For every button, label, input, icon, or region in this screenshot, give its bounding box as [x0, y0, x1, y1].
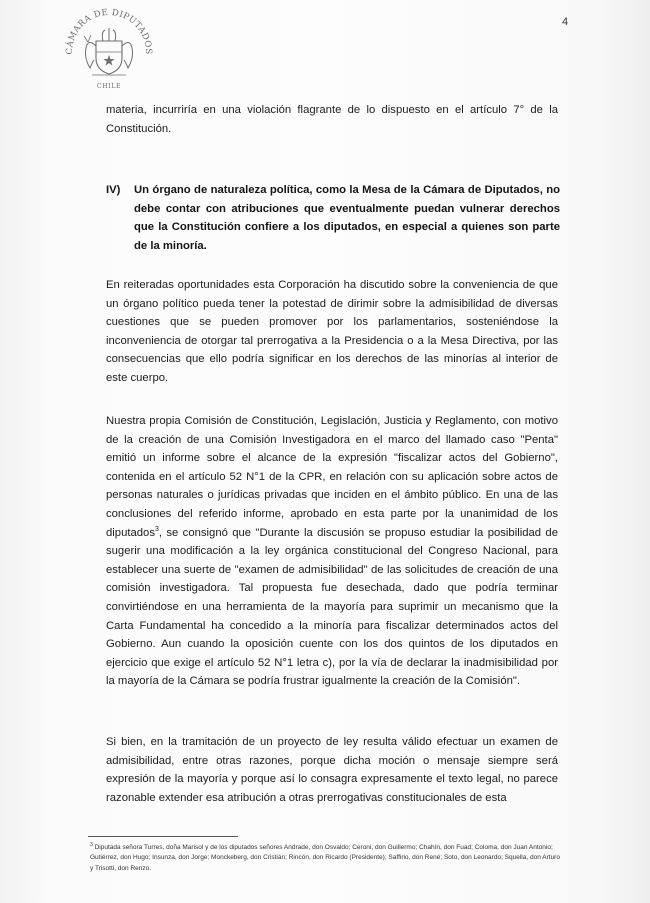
- footnote-marker: 3: [90, 842, 93, 848]
- footnote-divider: [88, 836, 238, 837]
- paragraph-2-part-a: Nuestra propia Comisión de Constitución, Legislación, Justicia y Reglamento, con motivo de la creación de una Comisión Investigadora en el marco del llamado caso "Penta" emitió un informe sobre el alcance de la expresión "fiscalizar actos del Gobierno", contenida en el artículo 52 N°1 de la CPR, en relación con su aplicación sobre actos de personas naturales o jurídicas privadas que inciden en el ámbito público. En una de las conclusiones del referido informe, aprobado en esta parte por la unanimidad de los diputados: [106, 415, 558, 539]
- paragraph-1: En reiteradas oportunidades esta Corporación ha discutido sobre la conveniencia de que un órgano político pueda tener la potestad de dirimir sobre la admisibilidad de diversas cuestiones que se pueden promover por los parlamentarios, sosteniéndose la inconveniencia de otorgar tal prerrogativa a la Presidencia o a la Mesa Directiva, por las consecuencias que ello podría significar en los derechos de las minorías al interior de este cuerpo.: [106, 279, 558, 384]
- section-heading-text: Un órgano de naturaleza política, como la Mesa de la Cámara de Diputados, no debe contar con atribuciones que eventualmente puedan vulnerar derechos que la Constitución confiere a los diputados, en especial a quienes son parte de la minoría.: [134, 184, 560, 252]
- footnote-reference[interactable]: 3: [155, 525, 159, 533]
- paragraph-2: [106, 412, 558, 691]
- page-number: 4: [562, 16, 569, 28]
- paragraph-3: Si bien, en la tramitación de un proyecto de ley resulta válido efectuar un examen de admisibilidad, entre otras razones, porque dicha moción o mensaje siempre será expresión de la mayoría y porque así lo consagra expresamente el texto legal, no parece razonable extender esa atribución a otras prerrogativas constitucionales de esta: [106, 736, 558, 804]
- svg-text:CÁMARA DE DIPUTADOS: [63, 8, 153, 55]
- footnote-text: Diputada señora Turres, doña Marisol y de los diputados señores Andrade, don Osvaldo; Ceroni, don Guillermo; Chahín, don Fuad; Coloma, don Juan Antonio; Gutiérrez, don Hugo; Insunza, don Jorge; Monckeberg, don Cristián; Rincón, don Ricardo (Presidente); Saffirio, don René; Soto, don Leonardo; Squella, don Arturo y Trisotti, don Renzo.: [90, 844, 560, 872]
- seal-text-top: CÁMARA DE DIPUTADOS: [64, 8, 154, 55]
- section-number: IV): [106, 184, 121, 196]
- coat-of-arms-icon: [62, 8, 156, 90]
- chamber-seal: [62, 8, 156, 90]
- shield-icon: [84, 28, 133, 75]
- paragraph-2-part-b: , se consignó que "Durante la discusión se propuso estudiar la posibilidad de sugerir una modificación a la ley orgánica constitucional del Congreso Nacional, para establecer una suerte de "examen de admisibilidad" de las solicitudes de creación de una comisión investigadora. Tal propuesta fue desechada, dado que podría terminar convirtiéndose en una herramienta de la mayoría para suprimir un mecanismo que la Carta Fundamental ha concedido a la minoría para fiscalizar determinados actos del Gobierno. Aun cuando la oposición cuente con los dos quintos de los diputados en ejercicio que exige el artículo 52 N°1 letra c), por la vía de declarar la inadmisibilidad por la mayoría de la Cámara se podría frustrar igualmente la creación de la Comisión".: [106, 526, 558, 688]
- footnote: [90, 843, 560, 874]
- seal-text-bottom: CHILE: [96, 83, 122, 90]
- intro-paragraph: materia, incurriría en una violación flagrante de lo dispuesto en el artículo 7° de la Constitución.: [106, 104, 558, 135]
